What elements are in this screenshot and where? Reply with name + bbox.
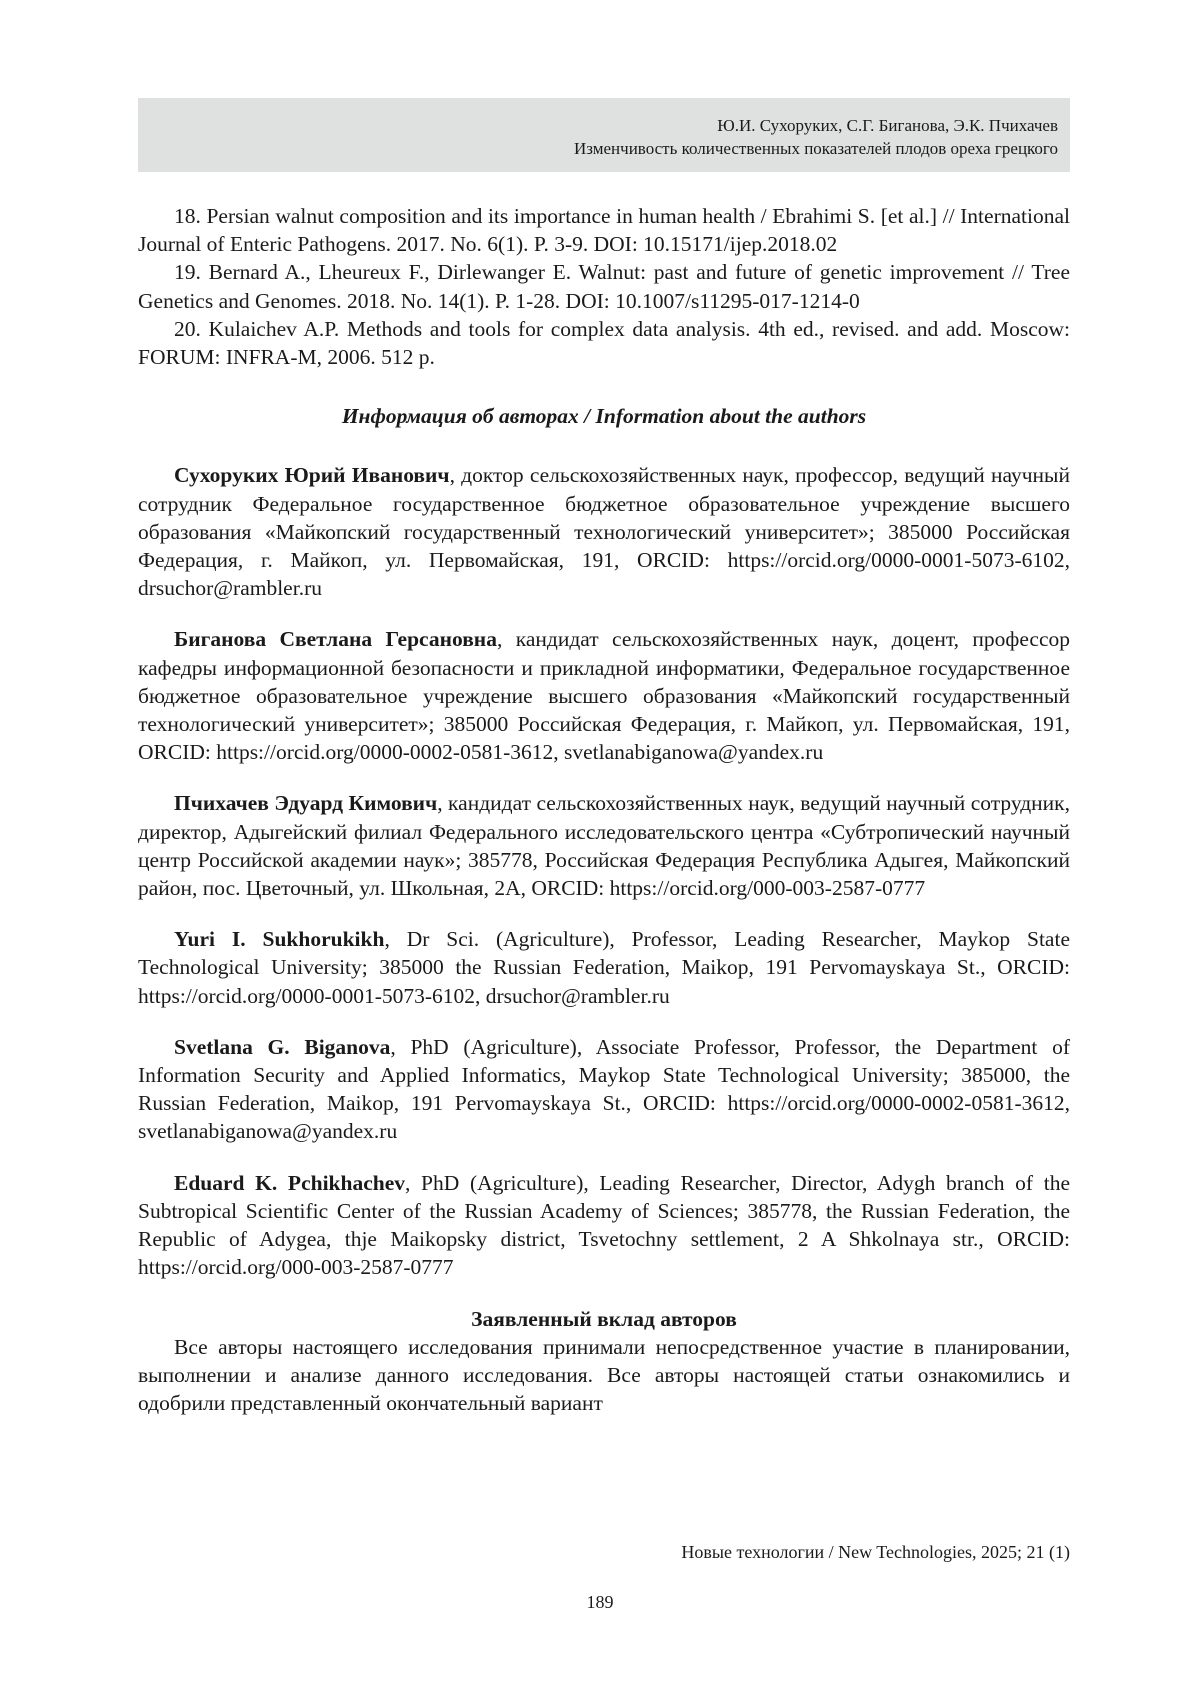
author-details: , доктор сельскохозяйственных наук, профессор, ведущий научный сотрудник Федеральное государственное бюджетное образовательное учреждение высшего образования «Майкопский государственный технологический университет»; 385000 Российская Федерация, г. Майкоп, ул. Первомайская, 191, ORCID: https://orcid.org/0000-0001-5073-6102, drsuchor@rambler.ru [138,463,1070,601]
author-entry [138,1033,1070,1146]
reference-item: 19. Bernard A., Lheureux F., Dirlewanger E. Walnut: past and future of genetic improvement // Tree Genetics and Genomes. 2018. No. 14(1). P. 1-28. DOI: 10.1007/s11295-017-1214-0 [138,260,1070,313]
footer-journal: Новые технологии / New Technologies, 2025; 21 (1) [681,1542,1070,1562]
author-name: Пчихачев Эдуард Кимович [174,791,438,816]
main-column [138,202,1070,1417]
reference-item: 18. Persian walnut composition and its importance in human health / Ebrahimi S. [et al.] // International Journal of Enteric Pathogens. 2017. No. 6(1). P. 3-9. DOI: 10.15171/ijep.2018.02 [138,204,1070,257]
author-entry [138,461,1070,602]
header-article-title: Изменчивость количественных показателей плодов ореха грецкого [574,139,1058,158]
author-name: Eduard K. Pchikhachev [174,1170,405,1195]
reference-item: 20. Kulaichev A.P. Methods and tools for complex data analysis. 4th ed., revised. and add. Moscow: FORUM: INFRA-M, 2006. 512 p. [138,316,1070,370]
author-details: , PhD (Agriculture), Leading Researcher, Director, Adygh branch of the Subtropical Scientific Center of the Russian Academy of Sciences; 385778, the Russian Federation, the Republic of Adygea, thje Maikopsky district, Tsvetochny settlement, 2 A Shkolnaya str., ORCID: https://orcid.org/000-003-2587-0777 [138,1170,1070,1280]
author-entry [138,625,1070,766]
author-entry [138,789,1070,902]
author-details: , кандидат сельскохозяйственных наук, ведущий научный сотрудник, директор, Адыгейский филиал Федерального исследовательского центра «Субтропический научный центр Российской академии наук»; 385778, Российская Федерация Республика Адыгея, Майкопский район, пос. Цветочный, ул. Школьная, 2А, ORCID: https://orcid.org/000-003-2587-0777 [138,791,1070,901]
contribution-text: Все авторы настоящего исследования принимали непосредственное участие в планировании, выполнении и анализе данного исследования. Все авторы настоящей статьи ознакомились и одобрили представленный окончательный вариант [138,1334,1070,1416]
author-details: , Dr Sci. (Agriculture), Professor, Leading Researcher, Maykop State Technological University; 385000 the Russian Federation, Maikop, 191 Pervomayskaya St., ORCID: https://orcid.org/0000-0001-5073-6102, drsuchor@rambler.ru [138,927,1070,1008]
running-header [138,98,1070,172]
page-number: 189 [586,1592,614,1612]
header-authors: Ю.И. Сухоруких, С.Г. Биганова, Э.К. Пчихачев [717,116,1058,135]
author-details: , кандидат сельскохозяйственных наук, доцент, профессор кафедры информационной безопасности и прикладной информатики, Федеральное государственное бюджетное образовательное учреждение высшего образования «Майкопский государственный технологический университет»; 385000 Российская Федерация, г. Майкоп, ул. Первомайская, 191, ORCID: https://orcid.org/0000-0002-0581-3612, svetlanabiganowa@yandex.ru [138,627,1070,765]
author-name: Сухоруких Юрий Иванович [174,463,450,488]
author-name: Yuri I. Sukhorukikh [174,927,385,952]
author-entry [138,1169,1070,1282]
author-details: , PhD (Agriculture), Associate Professor, Professor, the Department of Information Security and Applied Informatics, Maykop State Technological University; 385000, the Russian Federation, Maikop, 191 Pervomayskaya St., ORCID: https://orcid.org/0000-0002-0581-3612, svetlanabiganowa@yandex.ru [138,1034,1070,1144]
author-entry [138,925,1070,1010]
author-name: Биганова Светлана Герсановна [174,627,497,652]
contribution-title: Заявленный вклад авторов [471,1306,737,1331]
reference-list [138,202,1070,371]
author-name: Svetlana G. Biganova [174,1034,391,1059]
authors-section-title: Информация об авторах / Information about the authors [341,404,867,429]
